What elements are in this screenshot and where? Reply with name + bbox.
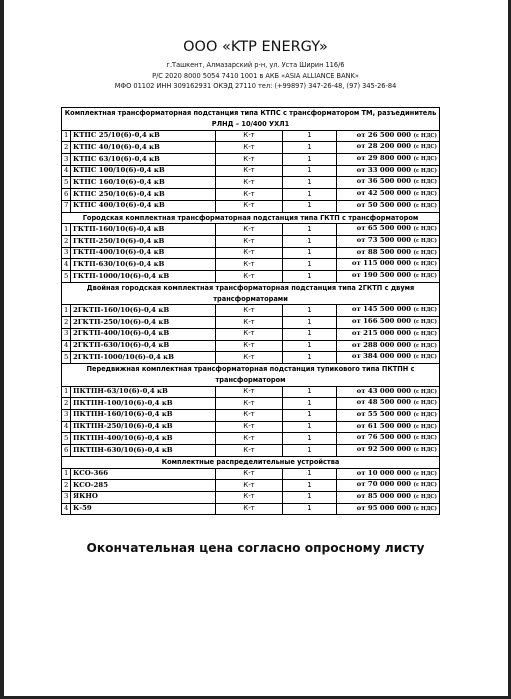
row-number: 3 — [62, 247, 71, 259]
price-value: от 95 000 000 — [356, 503, 412, 512]
price-value: от 26 500 000 — [356, 130, 412, 139]
vat-note: (с НДС) — [413, 273, 438, 280]
unit-cell: К-т — [216, 352, 283, 364]
row-number: 2 — [62, 398, 71, 410]
product-name: КСО-285 — [71, 480, 216, 492]
price-table-body — [62, 108, 440, 515]
table-row — [62, 130, 440, 142]
row-number: 5 — [62, 352, 71, 364]
vat-note: (с НДС) — [413, 470, 438, 477]
quantity-cell: 1 — [283, 271, 337, 283]
vat-note: (с НДС) — [413, 330, 438, 337]
product-name: КТПС 250/10(6)-0,4 кВ — [71, 189, 216, 201]
page-left-edge — [0, 0, 4, 699]
table-row — [62, 340, 440, 352]
price-cell — [337, 247, 440, 259]
product-name: КТПС 63/10(6)-0,4 кВ — [71, 154, 216, 166]
vat-note: (с НДС) — [413, 307, 438, 314]
row-number: 1 — [62, 224, 71, 236]
price-cell — [337, 468, 440, 480]
vat-note: (с НДС) — [413, 156, 438, 162]
price-value: от 55 500 000 — [356, 409, 412, 418]
quantity-cell: 1 — [283, 200, 337, 212]
unit-cell: К-т — [216, 386, 283, 398]
row-number: 2 — [62, 317, 71, 329]
product-name: К-59 — [71, 503, 216, 515]
vat-note: (с НДС) — [413, 167, 438, 174]
product-name: 2ГКТП-630/10(6)-0,4 кВ — [71, 340, 216, 352]
section-header — [62, 212, 440, 224]
price-cell — [337, 503, 440, 515]
price-value: от 215 000 000 — [351, 328, 412, 337]
section-title: Городская комплектная трансформаторная подстанция типа ГКТП с трансформатором — [62, 212, 440, 224]
price-cell — [337, 130, 440, 142]
row-number: 1 — [62, 305, 71, 317]
unit-cell: К-т — [216, 409, 283, 421]
row-number: 7 — [62, 200, 71, 212]
row-number: 5 — [62, 271, 71, 283]
table-row — [62, 317, 440, 329]
table-row — [62, 398, 440, 410]
vat-note: (с НДС) — [413, 238, 438, 245]
price-value: от 48 500 000 — [356, 398, 412, 407]
row-number: 4 — [62, 165, 71, 177]
table-row — [62, 224, 440, 236]
unit-cell: К-т — [216, 433, 283, 445]
price-value: от 85 000 000 — [356, 491, 412, 500]
table-row — [62, 491, 440, 503]
quantity-cell: 1 — [283, 398, 337, 410]
price-cell — [337, 236, 440, 248]
price-cell — [337, 317, 440, 329]
price-cell — [337, 340, 440, 352]
quantity-cell: 1 — [283, 154, 337, 166]
quantity-cell: 1 — [283, 305, 337, 317]
table-row — [62, 271, 440, 283]
price-cell — [337, 154, 440, 166]
table-row — [62, 177, 440, 189]
price-value: от 70 000 000 — [356, 480, 412, 489]
unit-cell: К-т — [216, 491, 283, 503]
quantity-cell: 1 — [283, 259, 337, 271]
row-number: 6 — [62, 445, 71, 457]
price-cell — [337, 386, 440, 398]
quantity-cell: 1 — [283, 386, 337, 398]
price-cell — [337, 433, 440, 445]
quantity-cell: 1 — [283, 409, 337, 421]
quantity-cell: 1 — [283, 130, 337, 142]
price-value: от 50 500 000 — [356, 200, 412, 209]
quantity-cell: 1 — [283, 236, 337, 248]
price-cell — [337, 421, 440, 433]
row-number: 3 — [62, 491, 71, 503]
company-address: г.Ташкент, Алмазарский р-н, ул. Уста Ширин 116/6 — [166, 61, 345, 69]
product-name: КСО-366 — [71, 468, 216, 480]
unit-cell: К-т — [216, 259, 283, 271]
table-row — [62, 259, 440, 271]
table-row — [62, 154, 440, 166]
table-row — [62, 236, 440, 248]
product-name: ПКТПН-400/10(6)-0,4 кВ — [71, 433, 216, 445]
vat-note: (с НДС) — [413, 354, 438, 361]
price-value: от 166 500 000 — [351, 317, 412, 326]
row-number: 4 — [62, 421, 71, 433]
price-cell — [337, 271, 440, 283]
product-name: 2ГКТП-400/10(6)-0,4 кВ — [71, 328, 216, 340]
unit-cell: К-т — [216, 200, 283, 212]
quantity-cell: 1 — [283, 317, 337, 329]
row-number: 5 — [62, 433, 71, 445]
price-value: от 61 500 000 — [356, 421, 412, 430]
price-value: от 10 000 000 — [356, 468, 412, 477]
quantity-cell: 1 — [283, 480, 337, 492]
table-row — [62, 386, 440, 398]
row-number: 3 — [62, 328, 71, 340]
vat-note: (с НДС) — [413, 191, 438, 198]
unit-cell: К-т — [216, 503, 283, 515]
quantity-cell: 1 — [283, 177, 337, 189]
table-row — [62, 433, 440, 445]
quantity-cell: 1 — [283, 421, 337, 433]
quantity-cell: 1 — [283, 445, 337, 457]
vat-note: (с НДС) — [413, 435, 438, 442]
section-header — [62, 108, 440, 131]
table-row — [62, 352, 440, 364]
price-cell — [337, 200, 440, 212]
section-header — [62, 456, 440, 468]
vat-note: (с НДС) — [413, 249, 438, 256]
row-number: 1 — [62, 468, 71, 480]
price-cell — [337, 189, 440, 201]
unit-cell: К-т — [216, 154, 283, 166]
table-row — [62, 409, 440, 421]
product-name: КТПС 160/10(6)-0,4 кВ — [71, 177, 216, 189]
vat-note: (с НДС) — [413, 179, 438, 186]
row-number: 2 — [62, 142, 71, 154]
table-row — [62, 503, 440, 515]
vat-note: (с НДС) — [413, 202, 438, 209]
row-number: 3 — [62, 409, 71, 421]
vat-note: (с НДС) — [413, 400, 438, 407]
price-cell — [337, 491, 440, 503]
vat-note: (с НДС) — [413, 388, 438, 395]
quantity-cell: 1 — [283, 165, 337, 177]
unit-cell: К-т — [216, 317, 283, 329]
row-number: 1 — [62, 130, 71, 142]
unit-cell: К-т — [216, 247, 283, 259]
table-row — [62, 189, 440, 201]
product-name: ГКТП-1000/10(6)-0,4 кВ — [71, 271, 216, 283]
product-name: 2ГКТП-160/10(6)-0,4 кВ — [71, 305, 216, 317]
unit-cell: К-т — [216, 177, 283, 189]
price-cell — [337, 480, 440, 492]
quantity-cell: 1 — [283, 247, 337, 259]
product-name: КТПС 100/10(6)-0,4 кВ — [71, 165, 216, 177]
table-row — [62, 165, 440, 177]
product-name: ГКТП-250/10(6)-0,4 кВ — [71, 236, 216, 248]
price-cell — [337, 224, 440, 236]
quantity-cell: 1 — [283, 142, 337, 154]
price-value: от 33 000 000 — [356, 165, 412, 174]
product-name: КТПС 40/10(6)-0,4 кВ — [71, 142, 216, 154]
row-number: 6 — [62, 189, 71, 201]
unit-cell: К-т — [216, 224, 283, 236]
row-number: 3 — [62, 154, 71, 166]
section-title: Двойная городская комплектная трансформаторная подстанция типа 2ГКТП с двумя трансформаторами — [62, 282, 440, 305]
vat-note: (с НДС) — [413, 319, 438, 326]
price-cell — [337, 398, 440, 410]
price-value: от 43 000 000 — [356, 386, 412, 395]
price-value: от 190 500 000 — [351, 271, 412, 280]
unit-cell: К-т — [216, 165, 283, 177]
product-name: ПКТПН-630/10(6)-0,4 кВ — [71, 445, 216, 457]
section-title: Комплектная трансформаторная подстанция типа КТПС с трансформатором ТМ, разъединитель РЛНД – 10/400 УХЛ1 — [62, 108, 440, 131]
price-value: от 28 200 000 — [356, 142, 412, 151]
section-header — [62, 363, 440, 386]
vat-note: (с НДС) — [413, 482, 438, 489]
price-value: от 288 000 000 — [351, 340, 412, 349]
table-row — [62, 445, 440, 457]
row-number: 4 — [62, 503, 71, 515]
product-name: ПКТПН-100/10(6)-0,4 кВ — [71, 398, 216, 410]
quantity-cell: 1 — [283, 491, 337, 503]
price-value: от 145 500 000 — [351, 305, 412, 314]
unit-cell: К-т — [216, 480, 283, 492]
unit-cell: К-т — [216, 421, 283, 433]
unit-cell: К-т — [216, 130, 283, 142]
price-value: от 36 500 000 — [356, 177, 412, 186]
company-header — [0, 38, 511, 92]
company-bank-account: Р/С 2020 8000 5054 7410 1001 в АКБ «ASIA ALLIANCE BANK» — [152, 71, 359, 80]
price-value: от 73 500 000 — [356, 236, 412, 245]
company-name: ООО «KTP ENERGY» — [183, 39, 328, 55]
unit-cell: К-т — [216, 468, 283, 480]
price-cell — [337, 409, 440, 421]
price-cell — [337, 305, 440, 317]
quantity-cell: 1 — [283, 189, 337, 201]
vat-note: (с НДС) — [413, 447, 438, 454]
unit-cell: К-т — [216, 445, 283, 457]
unit-cell: К-т — [216, 142, 283, 154]
product-name: КТПС 400/10(6)-0,4 кВ — [71, 200, 216, 212]
product-name: ГКТП-400/10(6)-0,4 кВ — [71, 247, 216, 259]
section-title: Комплектные распределительные устройства — [62, 456, 440, 468]
vat-note: (с НДС) — [413, 505, 438, 512]
price-cell — [337, 165, 440, 177]
unit-cell: К-т — [216, 236, 283, 248]
price-value: от 42 500 000 — [356, 189, 412, 198]
product-name: 2ГКТП-250/10(6)-0,4 кВ — [71, 317, 216, 329]
product-name: КТПС 25/10(6)-0,4 кВ — [71, 130, 216, 142]
final-price-note: Окончательная цена согласно опросному листу — [86, 541, 425, 555]
unit-cell: К-т — [216, 271, 283, 283]
table-row — [62, 247, 440, 259]
table-row — [62, 305, 440, 317]
price-value: от 92 500 000 — [356, 445, 412, 454]
price-table — [61, 107, 440, 515]
quantity-cell: 1 — [283, 433, 337, 445]
table-row — [62, 480, 440, 492]
price-cell — [337, 328, 440, 340]
price-value: от 65 500 000 — [356, 224, 412, 233]
unit-cell: К-т — [216, 305, 283, 317]
row-number: 4 — [62, 340, 71, 352]
price-value: от 76 500 000 — [356, 433, 412, 442]
vat-note: (с НДС) — [413, 132, 438, 139]
quantity-cell: 1 — [283, 503, 337, 515]
price-value: от 384 000 000 — [351, 352, 412, 361]
price-value: от 88 500 000 — [356, 247, 412, 256]
unit-cell: К-т — [216, 398, 283, 410]
product-name: 2ГКТП-1000/10(6)-0,4 кВ — [71, 352, 216, 364]
table-row — [62, 328, 440, 340]
quantity-cell: 1 — [283, 328, 337, 340]
row-number: 1 — [62, 386, 71, 398]
quantity-cell: 1 — [283, 224, 337, 236]
table-row — [62, 200, 440, 212]
product-name: ПКТПН-63/10(6)-0,4 кВ — [71, 386, 216, 398]
table-row — [62, 421, 440, 433]
section-header — [62, 282, 440, 305]
vat-note: (с НДС) — [413, 261, 438, 268]
row-number: 5 — [62, 177, 71, 189]
unit-cell: К-т — [216, 189, 283, 201]
quantity-cell: 1 — [283, 468, 337, 480]
unit-cell: К-т — [216, 340, 283, 352]
vat-note: (с НДС) — [413, 411, 438, 418]
company-requisites: МФО 01102 ИНН 309162931 ОКЭД 27110 тел: (+99897) 347-26-48, (97) 345-26-84 — [114, 82, 397, 91]
row-number: 4 — [62, 259, 71, 271]
product-name: ПКТПН-160/10(6)-0,4 кВ — [71, 409, 216, 421]
table-row — [62, 468, 440, 480]
price-value: от 115 000 000 — [351, 259, 412, 268]
product-name: ПКТПН-250/10(6)-0,4 кВ — [71, 421, 216, 433]
unit-cell: К-т — [216, 328, 283, 340]
vat-note: (с НДС) — [413, 423, 438, 430]
vat-note: (с НДС) — [413, 226, 438, 233]
price-cell — [337, 259, 440, 271]
section-title: Передвижная комплектная трансформаторная подстанция тупикового типа ПКТПН с трансформатором — [62, 363, 440, 386]
price-cell — [337, 142, 440, 154]
vat-note: (с НДС) — [413, 342, 438, 349]
row-number: 2 — [62, 236, 71, 248]
quantity-cell: 1 — [283, 340, 337, 352]
product-name: ГКТП-630/10(6)-0,4 кВ — [71, 259, 216, 271]
price-cell — [337, 352, 440, 364]
vat-note: (с НДС) — [413, 144, 438, 151]
product-name: ЯКНО — [71, 491, 216, 503]
row-number: 2 — [62, 480, 71, 492]
price-value: от 29 800 000 — [356, 154, 412, 162]
price-cell — [337, 445, 440, 457]
table-row — [62, 142, 440, 154]
quantity-cell: 1 — [283, 352, 337, 364]
vat-note: (с НДС) — [413, 493, 438, 500]
price-cell — [337, 177, 440, 189]
product-name: ГКТП-160/10(6)-0,4 кВ — [71, 224, 216, 236]
